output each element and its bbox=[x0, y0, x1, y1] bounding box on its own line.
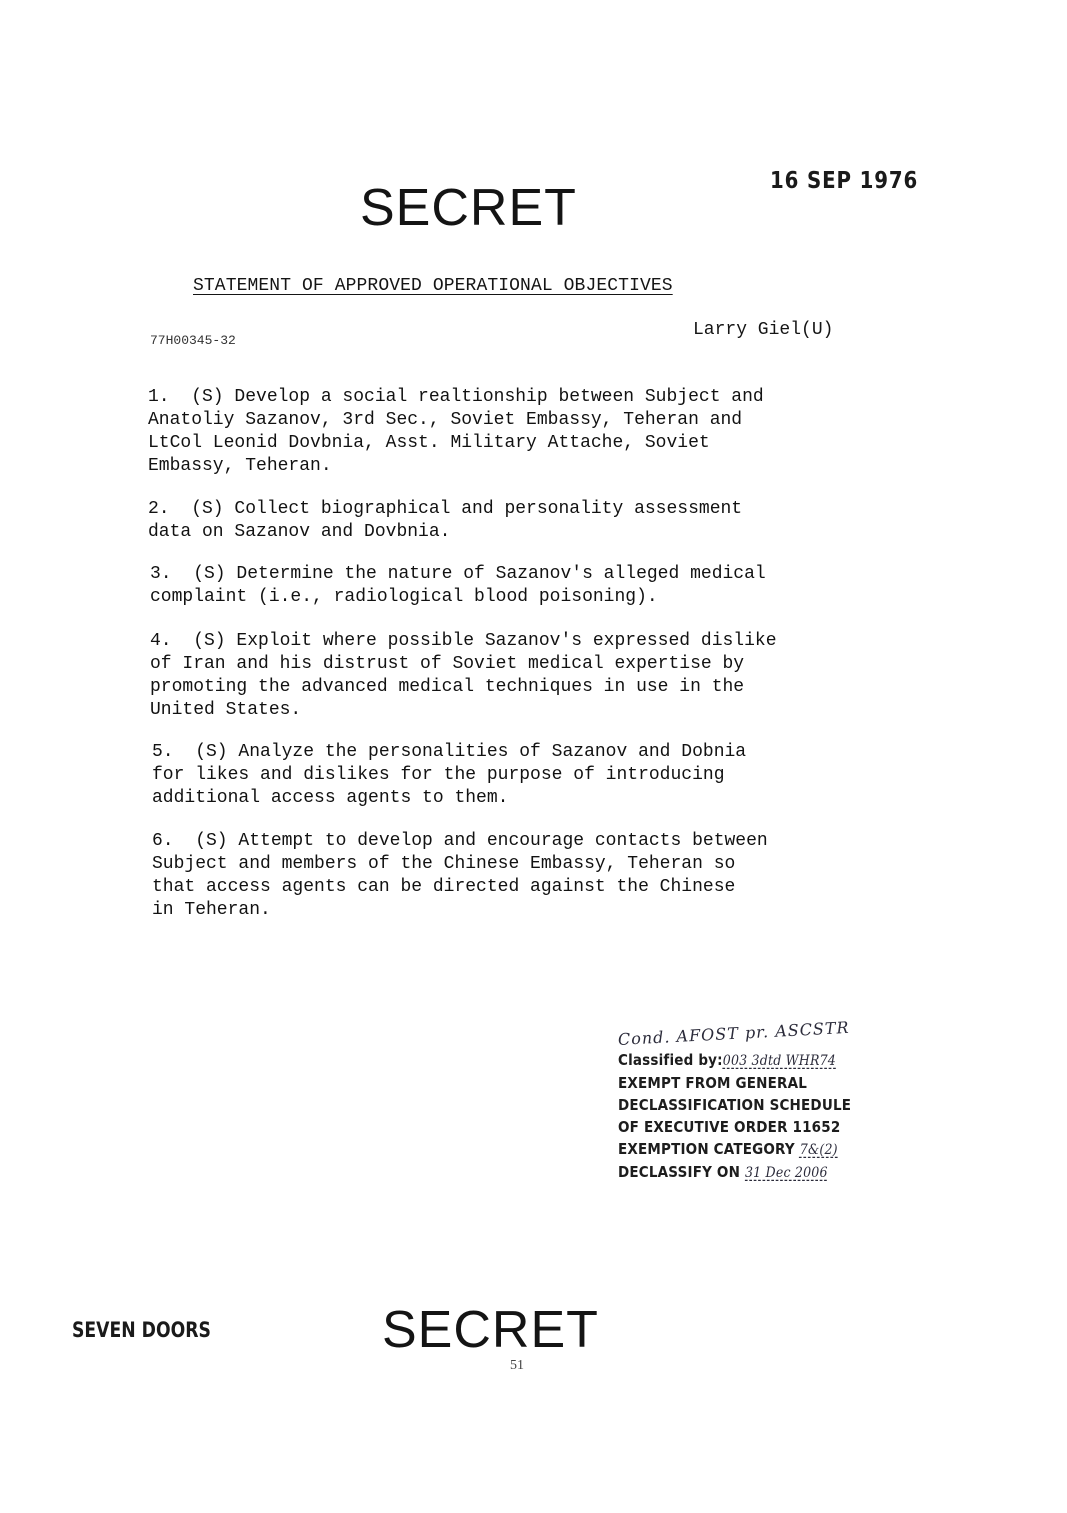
exempt-line: EXEMPT FROM GENERAL bbox=[618, 1074, 808, 1092]
exempt-line: DECLASSIFICATION SCHEDULE bbox=[618, 1096, 852, 1114]
objective-item: 5. (S) Analyze the personalities of Sazanov and Dobnia for likes and dislikes for the purpose of introducing additional access agents to them. bbox=[152, 742, 747, 808]
classified-by-line bbox=[618, 1049, 888, 1072]
objective-item: 6. (S) Attempt to develop and encourage contacts between Subject and members of the Chinese Embassy, Teheran so that access agents can be directed against the Chinese in Teheran. bbox=[152, 831, 768, 920]
declassify-line bbox=[618, 1161, 888, 1184]
reference-number: 77H00345-32 bbox=[150, 333, 236, 348]
case-officer: Larry Giel(U) bbox=[693, 320, 834, 340]
classification-marking-top: SECRET bbox=[360, 179, 577, 237]
objective-item: 4. (S) Exploit where possible Sazanov's expressed dislike of Iran and his distrust of Soviet medical expertise by promoting the advanced medical techniques in use in the United States. bbox=[150, 631, 777, 720]
exemption-category-label: EXEMPTION CATEGORY bbox=[618, 1140, 795, 1158]
date-stamp: 16 SEP 1976 bbox=[770, 168, 919, 194]
objective-item: 3. (S) Determine the nature of Sazanov's alleged medical complaint (i.e., radiological blood poisoning). bbox=[150, 564, 766, 607]
exemption-category-line bbox=[618, 1138, 888, 1161]
project-name: SEVEN DOORS bbox=[72, 1318, 211, 1342]
objective-item: 2. (S) Collect biographical and personality assessment data on Sazanov and Dovbnia. bbox=[148, 499, 743, 542]
classification-marking-bottom: SECRET bbox=[382, 1301, 599, 1359]
classification-stamp bbox=[617, 1017, 918, 1184]
exempt-line: OF EXECUTIVE ORDER 11652 bbox=[618, 1118, 841, 1136]
handwritten-signature: Cond. AFOST pr. ASCSTR bbox=[617, 1017, 851, 1049]
classified-by-value: 003 3dtd WHR74 bbox=[722, 1053, 837, 1069]
classified-by-label: Classified by: bbox=[618, 1051, 723, 1069]
exemption-category-value: 7&(2) bbox=[799, 1142, 838, 1158]
declassify-value: 31 Dec 2006 bbox=[744, 1165, 828, 1181]
page-number: 51 bbox=[510, 1358, 524, 1373]
objective-item: 1. (S) Develop a social realtionship between Subject and Anatoliy Sazanov, 3rd Sec., Soviet Embassy, Teheran and LtCol Leonid Dovbnia, Asst. Military Attache, Soviet Embassy, Teheran. bbox=[148, 387, 764, 476]
document-title: STATEMENT OF APPROVED OPERATIONAL OBJECTIVES bbox=[193, 276, 673, 296]
declassify-label: DECLASSIFY ON bbox=[618, 1163, 741, 1181]
